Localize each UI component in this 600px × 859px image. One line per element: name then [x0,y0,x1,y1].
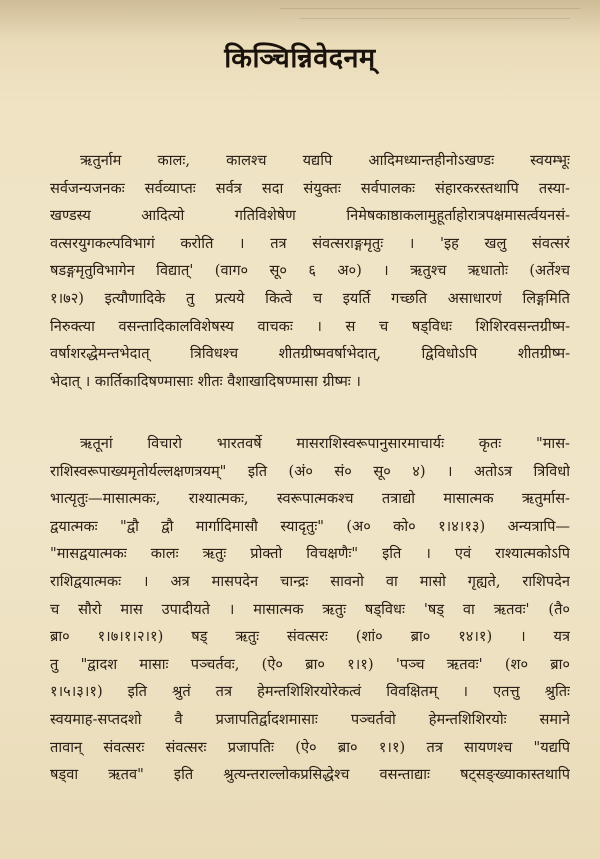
page-title: किञ्चिन्निवेदनम् [224,43,376,74]
text-line: च सौरो मास उपादीयते । मासात्मक ऋतुः षड्विधः 'षड् वा ऋतवः' (तै० [50,600,570,618]
text-line: ब्रा० १।७।१।२।१) षड् ऋतुः संवत्सरः (शां० ब्रा० १४।१) । यत्र [50,628,570,646]
text-line: तु "द्वादश मासाः पञ्चर्तवः, (ऐ० ब्रा० १।१) 'पञ्च ऋतवः' (श० ब्रा० [50,655,570,673]
text-line: सर्वजन्यजनकः सर्वव्याप्तः सर्वत्र सदा संयुक्तः सर्वपालकः संहारकरस्तथापि तस्या- [50,179,570,197]
text-line: वत्सरयुगकल्पविभागं करोति । तत्र संवत्सराङ्गमृतुः । 'इह खलु संवत्सरं [50,234,570,252]
text-line: षड्वा ऋतव" इति श्रुत्यन्तराल्लोकप्रसिद्धेश्च वसन्ताद्याः षट्सङ्ख्याकास्तथापि [50,766,570,784]
text-line: द्वयात्मकः "द्वौ द्वौ मार्गादिमासौ स्यादृतुः" (अ० को० १।४।१३) अन्यत्रापि— [50,517,570,535]
bleed-through-line [300,18,570,19]
text-line: "मासद्वयात्मकः कालः ऋतुः प्रोक्तो विचक्षणैः" इति । एवं राश्यात्मकोऽपि [50,545,570,563]
page-top-bleed [0,0,600,40]
text-line: तावान् संवत्सरः संवत्सरः प्रजापतिः (ऐ० ब्रा० १।१) तत्र सायणश्च "यद्यपि [50,738,570,756]
text-line: भात्यृतुः—मासात्मकः, राश्यात्मकः, स्वरूपात्मकश्च तत्राद्यो मासात्मक ऋतुर्मास- [50,490,570,508]
text-line: राशिस्वरूपाख्यमृतोर्यल्लक्षणत्रयम्" इति (अं० सं० सू० ४) । अतोऽत्र त्रिविधो [50,462,570,480]
text-line: निरुक्त्या वसन्तादिकालविशेषस्य वाचकः । स च षड्विधः शिशिरवसन्तग्रीष्म- [50,317,570,335]
text-line: भेदात् । कार्तिकादिषण्मासाः शीतः वैशाखादिषण्मासा ग्रीष्मः । [50,372,361,390]
text-line: स्वयमाह-सप्तदशो वै प्रजापतिर्द्वादशमासाः पञ्चर्तवो हेमन्तशिशिरयोः समाने [50,710,570,728]
text-line: ऋतुर्नाम कालः, कालश्च यद्यपि आदिमध्यान्तहीनोऽखण्डः स्वयम्भूः [80,152,570,169]
paragraph-1 [50,147,570,395]
bleed-through-line [280,8,580,9]
text-line: ऋतूनां विचारो भारतवर्षे मासराशिस्वरूपानुसारमाचार्यः कृतः "मास- [80,435,570,452]
text-line: राशिद्वयात्मकः । अत्र मासपदेन चान्द्रः सावनो वा मासो गृह्यते, राशिपदेन [50,572,570,590]
paragraph-2 [50,430,570,789]
text-line: वर्षाशरद्धेमन्तभेदात् त्रिविधश्च शीतग्रीष्मवर्षाभेदात्, द्विविधोऽपि शीतग्रीष्म- [50,345,570,363]
text-line: १।५।३।१) इति श्रुतं तत्र हेमन्तशिशिरयोरेकत्वं विवक्षितम् । एतत्तु श्रुतिः [50,683,570,701]
text-line: खण्डस्य आदित्यो गतिविशेषेण निमेषकाष्ठाकलामुहूर्ताहोरात्रपक्षमासर्त्वयनसं- [50,207,570,225]
text-line: षडङ्गमृतुविभागेन विद्यात्' (वाग० सू० ६ अ०) । ऋतुश्च ऋधातोः (अर्तेश्च [50,262,570,280]
text-line: १।७२) इत्यौणादिके तु प्रत्यये कित्वे च इयर्ति गच्छति असाधारणं लिङ्गमिति [50,289,570,307]
